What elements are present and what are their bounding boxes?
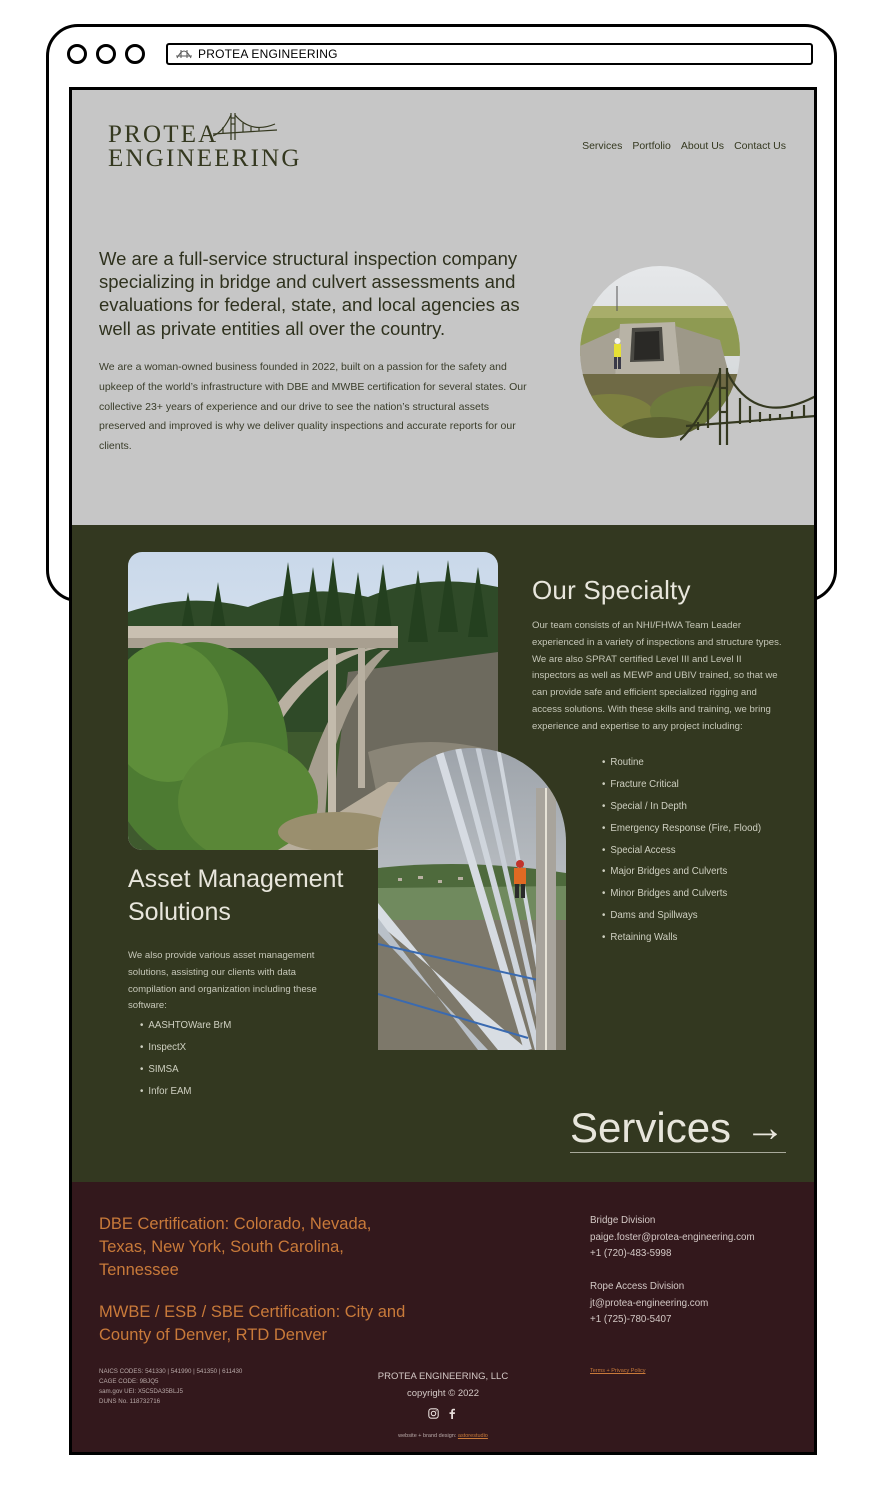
asset-management-body: We also provide various asset management solutions, assisting our clients with data compilation and organization including these software: [128, 950, 317, 1012]
nav-item-about-us[interactable]: About Us [680, 140, 725, 152]
cage-code: CAGE CODE: 9BJQ5 [99, 1378, 159, 1385]
address-bar-text: PROTEA ENGINEERING [198, 47, 338, 61]
company-name: PROTEA ENGINEERING, LLC [377, 1371, 509, 1382]
bridge-division-title: Bridge Division [590, 1215, 656, 1226]
list-item: • Minor Bridges and Culverts [602, 887, 761, 909]
list-item: • Dams and Spillways [602, 909, 761, 931]
asset-software-list [140, 1019, 231, 1107]
window-control-minimize[interactable] [96, 44, 116, 64]
mwbe-certification: MWBE / ESB / SBE Certification: City and County of Denver, RTD Denver [99, 1303, 406, 1345]
website-viewport [69, 87, 817, 1455]
list-item: • Emergency Response (Fire, Flood) [602, 822, 761, 844]
window-control-close[interactable] [67, 44, 87, 64]
bridge-division-email[interactable]: paige.foster@protea-engineering.com [590, 1231, 755, 1243]
naics-codes: NAICS CODES: 541330 | 541990 | 541350 | 611430 [99, 1368, 243, 1375]
list-item: • Major Bridges and Culverts [602, 865, 761, 887]
list-item: • Fracture Critical [602, 778, 761, 800]
site-footer [72, 1182, 814, 1455]
main-nav [582, 140, 786, 152]
site-logo[interactable] [108, 112, 302, 172]
hero-body: We are a woman-owned business founded in 2022, built on a passion for the safety and upkeep of the world’s infrastructure with DBE and MWBE certification for several states. Our collective 23+ years of experience and our drive to see the nation’s structural assets preserved and improved is why we deliver quality inspections and accurate reports for our clients. [99, 361, 527, 453]
rope-access-photo [378, 748, 566, 1050]
specialty-body: Our team consists of an NHI/FHWA Team Leader experienced in a variety of inspections and structure types. We are also SPRAT certified Level III and Level II inspectors as well as MEWP and UBIV trained, so that we can provide safe and efficient specialized rigging and access solutions. With these skills and training, we bring experience and expertise to any project including: [532, 620, 782, 732]
specialty-section [72, 525, 814, 1182]
rope-division-title: Rope Access Division [590, 1281, 685, 1292]
duns-number: DUNS No. 118732716 [99, 1398, 161, 1405]
arrow-right-icon: → [745, 1105, 786, 1150]
list-item: • Infor EAM [140, 1085, 231, 1107]
list-item: • Special / In Depth [602, 800, 761, 822]
services-link[interactable] [570, 1103, 786, 1153]
instagram-icon[interactable] [428, 1408, 439, 1419]
specialty-list [602, 756, 761, 953]
nav-item-contact-us[interactable]: Contact Us [734, 140, 786, 152]
bridge-logo-icon [213, 112, 277, 142]
list-item: • SIMSA [140, 1063, 231, 1085]
sam-uei: sam.gov UEI: X5C5DA35BLJ5 [99, 1388, 183, 1395]
logo-line-2: ENGINEERING [108, 145, 302, 172]
list-item: • AASHTOWare BrM [140, 1019, 231, 1041]
nav-item-portfolio[interactable]: Portfolio [632, 140, 671, 152]
bridge-line-decoration [680, 368, 816, 448]
credit-link[interactable]: astorestudio [457, 1433, 488, 1439]
bridge-favicon-icon [176, 49, 192, 59]
dbe-certification: DBE Certification: Colorado, Nevada, Texas, New York, South Carolina, Tennessee [99, 1215, 372, 1280]
facebook-icon[interactable] [448, 1408, 456, 1419]
rope-division-email[interactable]: jt@protea-engineering.com [590, 1297, 709, 1309]
list-item: • InspectX [140, 1041, 231, 1063]
rope-access-division-contact [590, 1279, 708, 1329]
services-link-label: Services [570, 1103, 732, 1151]
address-bar[interactable] [166, 43, 813, 65]
copyright: copyright © 2022 [407, 1388, 479, 1399]
logo-line-1: PROTEA [108, 121, 219, 148]
nav-item-services[interactable]: Services [582, 140, 623, 152]
list-item: • Routine [602, 756, 761, 778]
design-credit [72, 1433, 814, 1439]
list-item: • Special Access [602, 844, 761, 866]
social-links [428, 1408, 456, 1419]
bridge-division-contact [590, 1213, 755, 1263]
bridge-division-phone[interactable]: +1 (720)-483-5998 [590, 1248, 672, 1259]
hero-heading: We are a full-service structural inspection company specializing in bridge and culvert assessments and evaluations for federal, state, and local agencies as well as private entities all over the country. [99, 248, 520, 339]
credit-prefix: website + brand design: [398, 1433, 457, 1439]
window-control-maximize[interactable] [125, 44, 145, 64]
asset-management-title: Asset Management Solutions [128, 865, 344, 926]
specialty-title: Our Specialty [532, 575, 691, 605]
list-item: • Retaining Walls [602, 931, 761, 953]
rope-division-phone[interactable]: +1 (725)-780-5407 [590, 1314, 672, 1325]
terms-privacy-link[interactable]: Terms + Privacy Policy [590, 1368, 646, 1374]
company-info [72, 1368, 814, 1402]
hero-section [72, 90, 814, 525]
